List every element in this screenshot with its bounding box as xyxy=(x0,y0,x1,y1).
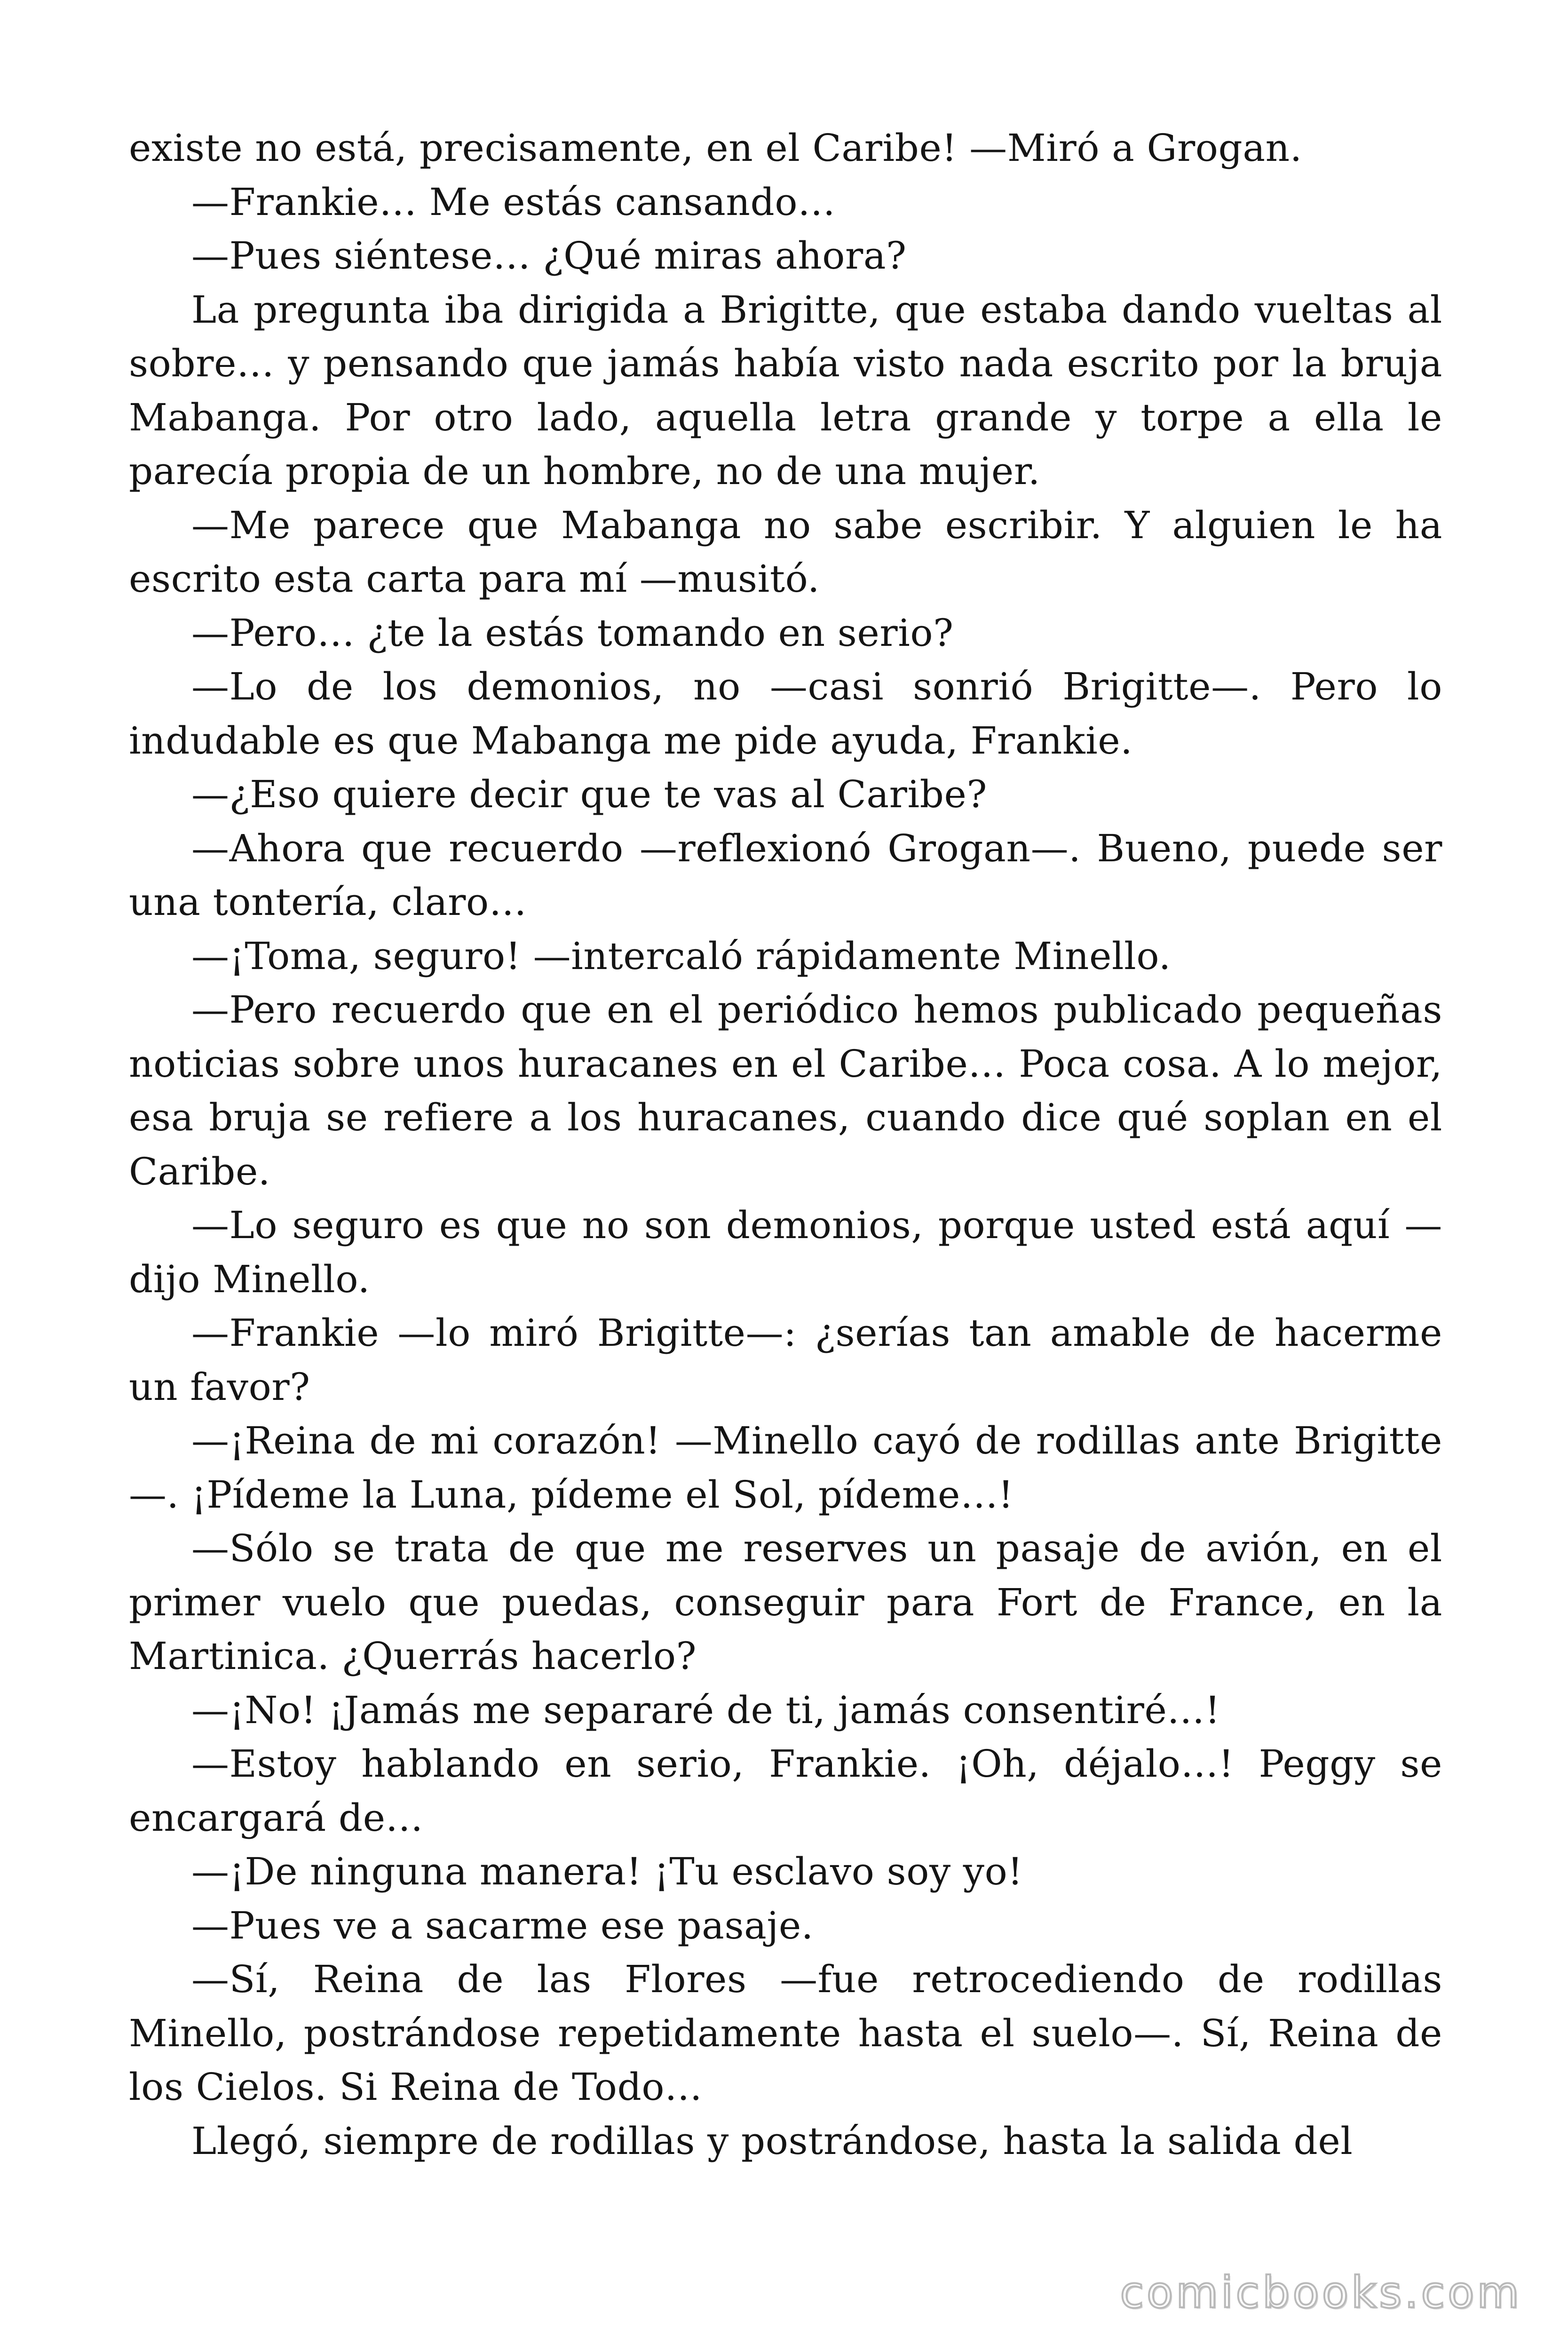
paragraph: —Sí, Reina de las Flores —fue retrocediendo de rodillas Minello, postrándose repetidamente hasta el suelo—. Sí, Reina de los Cielos. Si Reina de Todo… xyxy=(129,1957,1442,2109)
paragraph: La pregunta iba dirigida a Brigitte, que estaba dando vueltas al sobre… y pensando que jamás había visto nada escrito por la bruja Mabanga. Por otro lado, aquella letra grande y torpe a ella le parecía propia de un hombre, no de una mujer. xyxy=(129,287,1442,493)
paragraph: —Frankie —lo miró Brigitte—: ¿serías tan amable de hacerme un favor? xyxy=(129,1311,1442,1409)
paragraph: —Estoy hablando en serio, Frankie. ¡Oh, déjalo…! Peggy se encargará de… xyxy=(129,1742,1442,1840)
paragraph: —Pero recuerdo que en el periódico hemos publicado pequeñas noticias sobre unos huracanes en el Caribe… Poca cosa. A lo mejor, esa bruja se refiere a los huracanes, cuando dice qué soplan en el Caribe. xyxy=(129,988,1442,1193)
paragraph: —Ahora que recuerdo —reflexionó Grogan—. Bueno, puede ser una tontería, claro… xyxy=(129,826,1442,924)
paragraph: existe no está, precisamente, en el Caribe! —Miró a Grogan. xyxy=(129,126,1302,170)
paragraph: —Lo seguro es que no son demonios, porque usted está aquí — dijo Minello. xyxy=(129,1203,1442,1301)
paragraph: —¿Eso quiere decir que te vas al Caribe? xyxy=(191,772,987,816)
paragraph: —¡Toma, seguro! —intercaló rápidamente Minello. xyxy=(191,934,1171,978)
paragraph: —¡Reina de mi corazón! —Minello cayó de rodillas ante Brigitte —. ¡Pídeme la Luna, pídeme el Sol, pídeme…! xyxy=(129,1419,1442,1517)
paragraph: —Pues ve a sacarme ese pasaje. xyxy=(191,1903,814,1947)
paragraph: —¡De ninguna manera! ¡Tu esclavo soy yo! xyxy=(191,1850,1023,1893)
paragraph: —¡No! ¡Jamás me separaré de ti, jamás consentiré…! xyxy=(191,1688,1220,1732)
watermark: comicbooks.com xyxy=(1120,2267,1522,2318)
paragraph: —Frankie… Me estás cansando… xyxy=(191,180,836,224)
paragraph: —Lo de los demonios, no —casi sonrió Brigitte—. Pero lo indudable es que Mabanga me pide ayuda, Frankie. xyxy=(129,665,1442,763)
paragraph: —Pero… ¿te la estás tomando en serio? xyxy=(191,611,954,655)
paragraph: Llegó, siempre de rodillas y postrándose, hasta la salida del xyxy=(191,2119,1353,2163)
body-text xyxy=(129,121,1442,2168)
paragraph: —Sólo se trata de que me reserves un pasaje de avión, en el primer vuelo que puedas, conseguir para Fort de France, en la Martinica. ¿Querrás hacerlo? xyxy=(129,1526,1442,1678)
paragraph: —Me parece que Mabanga no sabe escribir. Y alguien le ha escrito esta carta para mí —musitó. xyxy=(129,503,1442,601)
paragraph: —Pues siéntese… ¿Qué miras ahora? xyxy=(191,234,907,278)
